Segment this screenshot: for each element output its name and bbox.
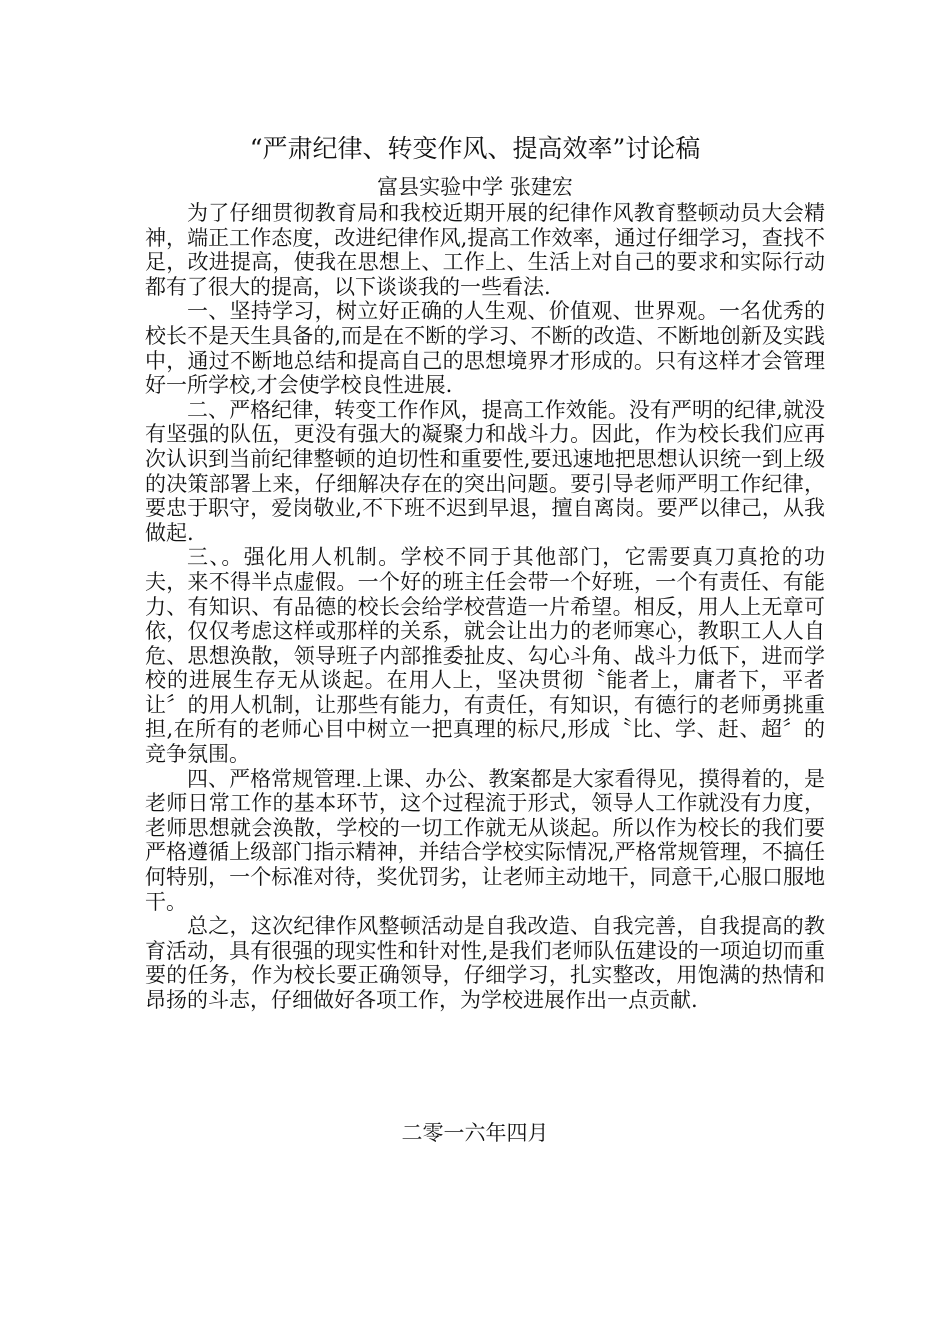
document-author: 富县实验中学 张建宏 [377, 175, 573, 199]
document-body [145, 201, 825, 1013]
section-one-paragraph: 一、坚持学习，树立好正确的人生观、价值观、世界观。一名优秀的校长不是天生具备的,而是在不断的学习、不断的改造、不断地创新及实践中，通过不断地总结和提高自己的思想境界才形成的。只有这样才会管理好一所学校,才会使学校良性进展. [145, 299, 825, 398]
section-four-paragraph: 四、严格常规管理.上课、办公、教案都是大家看得见，摸得着的，是老师日常工作的基本环节，这个过程流于形式，领导人工作就没有力度，老师思想就会涣散，学校的一切工作就无从谈起。所以作为校长的我们要严格遵循上级部门指示精神，并结合学校实际情况,严格常规管理，不搞任何特别，一个标准对待，奖优罚劣，让老师主动地干，同意干,心服口服地干。 [145, 766, 825, 914]
section-three-paragraph: 三、。强化用人机制。学校不同于其他部门，它需要真刀真抢的功夫，来不得半点虚假。一个好的班主任会带一个好班，一个有责任、有能力、有知识、有品德的校长会给学校营造一片希望。相反，用人上无章可依，仅仅考虑这样或那样的关系，就会让出力的老师寒心，教职工人人自危、思想涣散，领导班子内部推委扯皮、勾心斗角、战斗力低下，进而学校的进展生存无从谈起。在用人上，坚决贯彻〝能者上，庸者下，平者让〞的用人机制，让那些有能力，有责任，有知识，有德行的老师勇挑重担,在所有的老师心目中树立一把真理的标尺,形成〝比、学、赶、超〞的竞争氛围。 [145, 545, 825, 767]
intro-paragraph: 为了仔细贯彻教育局和我校近期开展的纪律作风教育整顿动员大会精神，端正工作态度，改进纪律作风,提高工作效率，通过仔细学习，查找不足，改进提高，使我在思想上、工作上、生活上对自己的要求和实际行动都有了很大的提高，以下谈谈我的一些看法. [145, 201, 825, 299]
conclusion-paragraph: 总之，这次纪律作风整顿活动是自我改造、自我完善，自我提高的教育活动，具有很强的现实性和针对性,是我们老师队伍建设的一项迫切而重要的任务，作为校长要正确领导，仔细学习，扎实整改，用饱满的热情和昂扬的斗志，仔细做好各项工作，为学校进展作出一点贡献. [145, 914, 825, 1012]
section-two-paragraph: 二、严格纪律，转变工作作风，提高工作效能。没有严明的纪律,就没有坚强的队伍，更没有强大的凝聚力和战斗力。因此，作为校长我们应再次认识到当前纪律整顿的迫切性和重要性,要迅速地把思想认识统一到上级的决策部署上来，仔细解决存在的突出问题。要引导老师严明工作纪律，要忠于职守，爱岗敬业,不下班不迟到早退，擅自离岗。要严以律己，从我做起. [145, 397, 825, 545]
document-title: “严肃纪律、转变作风、提高效率”讨论稿 [249, 134, 701, 163]
document-date: 二零一六年四月 [401, 1121, 549, 1145]
